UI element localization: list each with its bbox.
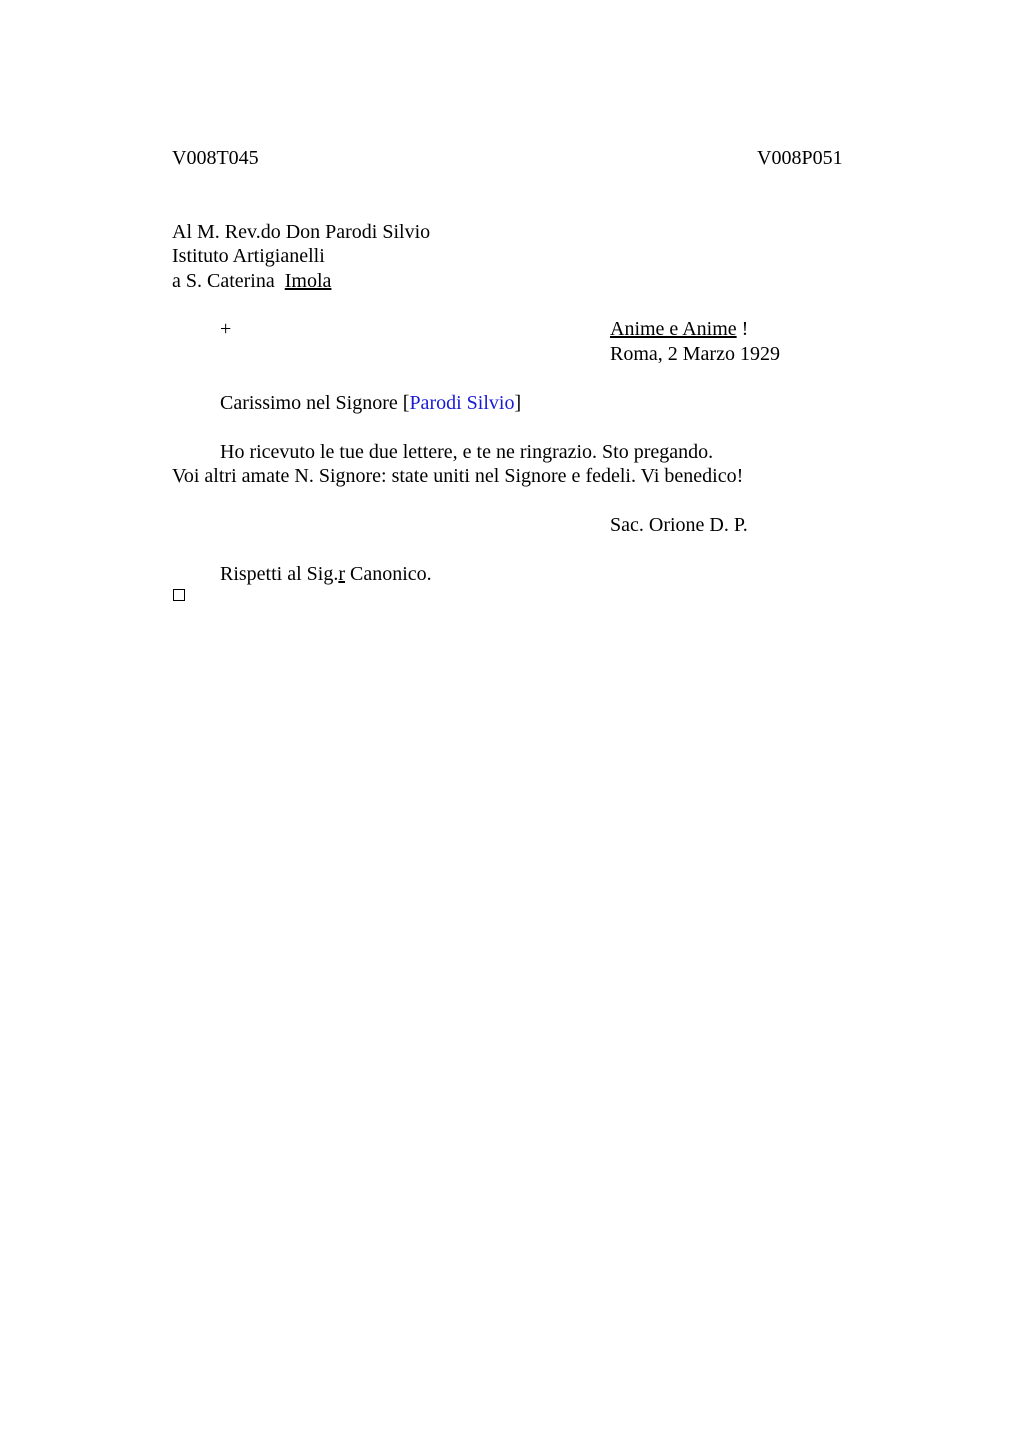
postscript-suffix: Canonico. xyxy=(345,563,432,585)
address-city: Imola xyxy=(284,270,332,292)
salutation xyxy=(220,391,521,415)
body-line-1: Ho ricevuto le tue due lettere, e te ne ringrazio. Sto pregando. xyxy=(220,441,714,463)
postscript-abbrev: r xyxy=(338,563,346,585)
letter-date: Roma, 2 Marzo 1929 xyxy=(610,343,780,365)
salutation-suffix: ] xyxy=(514,392,522,414)
document-code-right: V008P051 xyxy=(757,147,843,169)
cross-symbol: + xyxy=(220,318,232,340)
document-code-left: V008T045 xyxy=(172,147,259,169)
recipient-name-link[interactable]: Parodi Silvio xyxy=(409,392,515,414)
motto xyxy=(610,317,748,341)
address-line-3 xyxy=(172,269,331,293)
checkbox-icon xyxy=(173,589,185,601)
motto-suffix: ! xyxy=(736,318,749,340)
address-line-2: Istituto Artigianelli xyxy=(172,245,325,267)
address-location: a S. Caterina xyxy=(172,270,285,292)
body-line-2: Voi altri amate N. Signore: state uniti nel Signore e fedeli. Vi benedico! xyxy=(172,465,744,487)
motto-text: Anime e Anime xyxy=(610,318,737,340)
postscript-prefix: Rispetti al Sig. xyxy=(220,563,339,585)
postscript xyxy=(220,562,432,586)
address-line-1: Al M. Rev.do Don Parodi Silvio xyxy=(172,221,431,243)
salutation-prefix: Carissimo nel Signore [ xyxy=(220,392,410,414)
signature: Sac. Orione D. P. xyxy=(610,514,748,536)
